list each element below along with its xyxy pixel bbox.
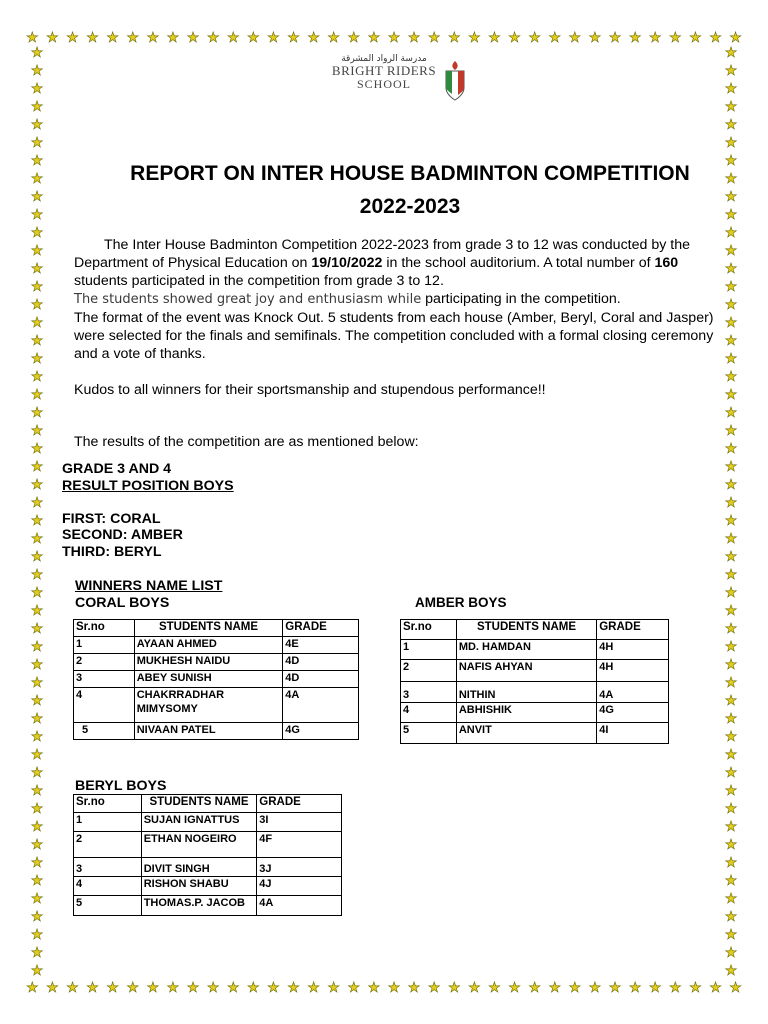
star-icon: ★: [729, 30, 742, 46]
star-icon: ★: [327, 30, 340, 46]
star-icon: ★: [724, 675, 738, 691]
star-icon: ★: [548, 980, 561, 996]
star-icon: ★: [166, 30, 180, 46]
header-grade: GRADE: [257, 795, 342, 813]
star-icon: ★: [30, 531, 44, 547]
star-icon: ★: [724, 441, 738, 457]
amber-heading: AMBER BOYS: [415, 595, 507, 610]
star-icon: ★: [488, 980, 501, 996]
star-icon: ★: [724, 549, 738, 565]
star-icon: ★: [30, 441, 44, 457]
star-icon: ★: [30, 513, 44, 529]
star-icon: ★: [30, 873, 44, 889]
star-icon: ★: [30, 495, 44, 511]
star-icon: ★: [30, 351, 44, 367]
star-icon: ★: [724, 81, 738, 97]
star-icon: ★: [628, 30, 642, 46]
star-icon: ★: [30, 855, 44, 871]
star-icon: ★: [724, 477, 738, 493]
star-icon: ★: [528, 30, 541, 46]
star-icon: ★: [30, 837, 44, 853]
star-icon: ★: [46, 30, 59, 46]
star-icon: ★: [367, 980, 381, 996]
star-icon: ★: [106, 980, 119, 996]
position-first: FIRST: CORAL: [62, 511, 161, 527]
star-icon: ★: [568, 980, 582, 996]
star-icon: ★: [608, 980, 622, 996]
event-date: 19/10/2022: [311, 255, 383, 271]
table-row: 1 MD. HAMDAN 4H: [401, 640, 669, 660]
star-icon: ★: [30, 243, 44, 259]
star-icon: ★: [247, 30, 260, 46]
intro-text: [74, 236, 719, 451]
star-icon: ★: [186, 30, 200, 46]
table-row: 3 NITHIN 4A: [401, 682, 669, 703]
star-icon: ★: [628, 980, 642, 996]
table-header-row: [74, 795, 342, 813]
star-icon: ★: [146, 30, 160, 46]
table-row: 5 ANVIT 4I: [401, 723, 669, 744]
star-icon: ★: [709, 980, 722, 996]
star-icon: ★: [689, 30, 702, 46]
star-icon: ★: [30, 747, 44, 763]
star-icon: ★: [287, 30, 300, 46]
star-icon: ★: [724, 927, 738, 943]
star-icon: ★: [30, 405, 44, 421]
table-header-row: [74, 620, 359, 637]
beryl-heading: BERYL BOYS: [75, 778, 167, 794]
star-icon: ★: [86, 980, 99, 996]
amber-boys-table: [400, 619, 669, 744]
star-icon: ★: [146, 980, 160, 996]
star-icon: ★: [724, 657, 738, 673]
star-icon: ★: [30, 963, 44, 979]
star-icon: ★: [724, 459, 738, 475]
star-icon: ★: [724, 567, 738, 583]
star-icon: ★: [30, 333, 44, 349]
table-row: 4 ABHISHIK 4G: [401, 703, 669, 723]
star-icon: ★: [387, 30, 401, 46]
star-icon: ★: [30, 729, 44, 745]
table-row: 1 AYAAN AHMED 4E: [74, 637, 359, 654]
star-icon: ★: [724, 45, 738, 61]
table-row: 5 THOMAS.P. JACOB 4A: [74, 896, 342, 916]
star-icon: ★: [226, 30, 240, 46]
star-icon: ★: [30, 621, 44, 637]
star-icon: ★: [106, 30, 119, 46]
star-icon: ★: [30, 189, 44, 205]
star-icon: ★: [30, 117, 44, 133]
star-icon: ★: [30, 819, 44, 835]
star-icon: ★: [724, 855, 738, 871]
intro-paragraph-5: The results of the competition are as mentioned below:: [74, 434, 419, 450]
star-icon: ★: [427, 980, 441, 996]
star-icon: ★: [30, 63, 44, 79]
intro-paragraph-2: The students showed great joy and enthusiasm while participating in the competition.: [74, 291, 621, 307]
star-icon: ★: [724, 315, 738, 331]
star-icon: ★: [66, 980, 79, 996]
star-icon: ★: [724, 405, 738, 421]
star-icon: ★: [724, 117, 738, 133]
star-icon: ★: [709, 30, 722, 46]
star-icon: ★: [669, 30, 682, 46]
star-icon: ★: [724, 261, 738, 277]
star-icon: ★: [66, 30, 79, 46]
star-icon: ★: [126, 30, 140, 46]
star-icon: ★: [724, 729, 738, 745]
star-icon: ★: [407, 980, 421, 996]
star-border-top: [26, 29, 742, 47]
star-icon: ★: [30, 135, 44, 151]
table-row: 4 CHAKRRADHAR MIMYSOMY 4A: [74, 688, 359, 723]
star-icon: ★: [347, 980, 361, 996]
table-row: 2 NAFIS AHYAN 4H: [401, 660, 669, 682]
star-icon: ★: [724, 801, 738, 817]
star-icon: ★: [724, 297, 738, 313]
grade-heading: GRADE 3 AND 4: [62, 461, 172, 477]
star-icon: ★: [447, 980, 461, 996]
star-icon: ★: [724, 963, 738, 979]
result-heading: RESULT POSITION BOYS: [62, 478, 234, 494]
star-icon: ★: [724, 531, 738, 547]
star-icon: ★: [548, 30, 561, 46]
star-icon: ★: [468, 980, 481, 996]
star-icon: ★: [206, 980, 220, 996]
star-icon: ★: [30, 603, 44, 619]
star-icon: ★: [724, 639, 738, 655]
star-icon: ★: [30, 369, 44, 385]
star-icon: ★: [307, 30, 320, 46]
intro-paragraph-1: The Inter House Badminton Competition 2022-2023 from grade 3 to 12 was conducted by the Department of Physical Education on 19/10/2022 in the school auditorium. A total number of 160 students participated in the competition from grade 3 to 12.: [74, 237, 690, 289]
star-icon: ★: [724, 819, 738, 835]
star-icon: ★: [30, 225, 44, 241]
star-icon: ★: [367, 30, 381, 46]
star-icon: ★: [724, 837, 738, 853]
logo-school: SCHOOL: [356, 77, 411, 91]
star-icon: ★: [724, 387, 738, 403]
table-row: 2 ETHAN NOGEIRO 4F: [74, 832, 342, 858]
star-icon: ★: [724, 153, 738, 169]
star-icon: ★: [724, 513, 738, 529]
star-icon: ★: [724, 747, 738, 763]
star-icon: ★: [724, 783, 738, 799]
table-row: 3 DIVIT SINGH 3J: [74, 858, 342, 877]
star-icon: ★: [724, 891, 738, 907]
star-icon: ★: [588, 980, 602, 996]
star-icon: ★: [724, 225, 738, 241]
star-icon: ★: [724, 279, 738, 295]
star-icon: ★: [206, 30, 220, 46]
star-icon: ★: [724, 909, 738, 925]
star-icon: ★: [724, 135, 738, 151]
star-icon: ★: [30, 387, 44, 403]
star-icon: ★: [30, 909, 44, 925]
table-row: 1 SUJAN IGNATTUS 3I: [74, 813, 342, 832]
star-icon: ★: [447, 30, 461, 46]
star-icon: ★: [30, 297, 44, 313]
position-second: SECOND: AMBER: [62, 527, 183, 543]
star-icon: ★: [724, 423, 738, 439]
table-row: 3 ABEY SUNISH 4D: [74, 671, 359, 688]
star-icon: ★: [724, 585, 738, 601]
star-icon: ★: [724, 63, 738, 79]
star-icon: ★: [724, 207, 738, 223]
header-srno: Sr.no: [74, 795, 142, 813]
position-third: THIRD: BERYL: [62, 544, 162, 560]
star-icon: ★: [30, 927, 44, 943]
intro-paragraph-3: The format of the event was Knock Out. 5 students from each house (Amber, Beryl, Coral and Jasper) were selected for the finals and semifinals. The competition concluded with a formal closing ceremony and a vote of thanks.: [74, 310, 714, 362]
star-icon: ★: [30, 675, 44, 691]
star-icon: ★: [30, 567, 44, 583]
coral-heading: CORAL BOYS: [75, 595, 170, 611]
star-icon: ★: [30, 549, 44, 565]
star-icon: ★: [648, 30, 662, 46]
star-icon: ★: [307, 980, 320, 996]
star-icon: ★: [30, 801, 44, 817]
beryl-boys-table: [73, 794, 342, 916]
star-icon: ★: [488, 30, 501, 46]
star-icon: ★: [126, 980, 140, 996]
star-icon: ★: [287, 980, 300, 996]
star-icon: ★: [30, 261, 44, 277]
star-icon: ★: [568, 30, 582, 46]
table-row: 5 NIVAAN PATEL 4G: [74, 723, 359, 740]
star-icon: ★: [46, 980, 59, 996]
star-icon: ★: [186, 980, 200, 996]
winners-heading: WINNERS NAME LIST: [75, 578, 223, 594]
school-logo: [322, 52, 466, 102]
star-icon: ★: [508, 980, 521, 996]
star-icon: ★: [724, 243, 738, 259]
star-icon: ★: [648, 980, 662, 996]
star-icon: ★: [724, 621, 738, 637]
star-icon: ★: [387, 980, 401, 996]
participant-count: 160: [654, 255, 679, 271]
star-icon: ★: [30, 657, 44, 673]
star-icon: ★: [30, 207, 44, 223]
star-border-bottom: [26, 979, 742, 997]
star-icon: ★: [30, 765, 44, 781]
star-icon: ★: [724, 333, 738, 349]
star-icon: ★: [267, 980, 280, 996]
star-icon: ★: [608, 30, 622, 46]
star-icon: ★: [724, 495, 738, 511]
star-icon: ★: [724, 369, 738, 385]
star-icon: ★: [327, 980, 340, 996]
logo-arabic-text: مدرسة الرواد المشرقة: [341, 54, 427, 64]
intro-paragraph-4: Kudos to all winners for their sportsmanship and stupendous performance!!: [74, 382, 546, 398]
star-icon: ★: [724, 945, 738, 961]
star-icon: ★: [30, 153, 44, 169]
star-icon: ★: [30, 693, 44, 709]
star-icon: ★: [669, 980, 682, 996]
star-icon: ★: [30, 945, 44, 961]
star-icon: ★: [166, 980, 180, 996]
star-icon: ★: [267, 30, 280, 46]
table-row: 4 RISHON SHABU 4J: [74, 877, 342, 896]
header-student-name: STUDENTS NAME: [134, 620, 283, 637]
star-icon: ★: [86, 30, 99, 46]
star-icon: ★: [588, 30, 602, 46]
star-icon: ★: [30, 423, 44, 439]
school-crest-icon: [444, 60, 466, 102]
header-student-name: STUDENTS NAME: [141, 795, 257, 813]
star-icon: ★: [724, 189, 738, 205]
star-icon: ★: [528, 980, 541, 996]
header-grade: GRADE: [283, 620, 359, 637]
star-icon: ★: [26, 30, 39, 46]
star-icon: ★: [724, 693, 738, 709]
logo-name: BRIGHT RIDERS: [331, 63, 437, 78]
star-icon: ★: [30, 783, 44, 799]
star-icon: ★: [247, 980, 260, 996]
star-icon: ★: [30, 81, 44, 97]
star-icon: ★: [30, 99, 44, 115]
star-icon: ★: [26, 980, 39, 996]
report-title-line2: 2022-2023: [359, 195, 461, 218]
star-icon: ★: [427, 30, 441, 46]
table-header-row: [401, 620, 669, 640]
star-icon: ★: [30, 891, 44, 907]
header-grade: GRADE: [597, 620, 669, 640]
report-title-line1: REPORT ON INTER HOUSE BADMINTON COMPETITION: [130, 162, 690, 185]
star-icon: ★: [689, 980, 702, 996]
star-icon: ★: [30, 45, 44, 61]
star-icon: ★: [30, 585, 44, 601]
table-row: 2 MUKHESH NAIDU 4D: [74, 654, 359, 671]
star-border-left: [28, 46, 46, 978]
header-student-name: STUDENTS NAME: [456, 620, 596, 640]
star-icon: ★: [30, 315, 44, 331]
star-icon: ★: [30, 459, 44, 475]
star-icon: ★: [724, 171, 738, 187]
star-icon: ★: [30, 279, 44, 295]
star-icon: ★: [347, 30, 361, 46]
star-icon: ★: [30, 711, 44, 727]
star-icon: ★: [724, 765, 738, 781]
star-icon: ★: [30, 171, 44, 187]
star-icon: ★: [407, 30, 421, 46]
coral-boys-table: [73, 619, 359, 740]
header-srno: Sr.no: [401, 620, 457, 640]
header-srno: Sr.no: [74, 620, 135, 637]
star-icon: ★: [724, 603, 738, 619]
star-icon: ★: [468, 30, 481, 46]
star-icon: ★: [724, 351, 738, 367]
star-icon: ★: [729, 980, 742, 996]
star-icon: ★: [508, 30, 521, 46]
star-icon: ★: [724, 873, 738, 889]
star-icon: ★: [724, 711, 738, 727]
star-icon: ★: [30, 477, 44, 493]
star-icon: ★: [226, 980, 240, 996]
star-icon: ★: [724, 99, 738, 115]
star-icon: ★: [30, 639, 44, 655]
